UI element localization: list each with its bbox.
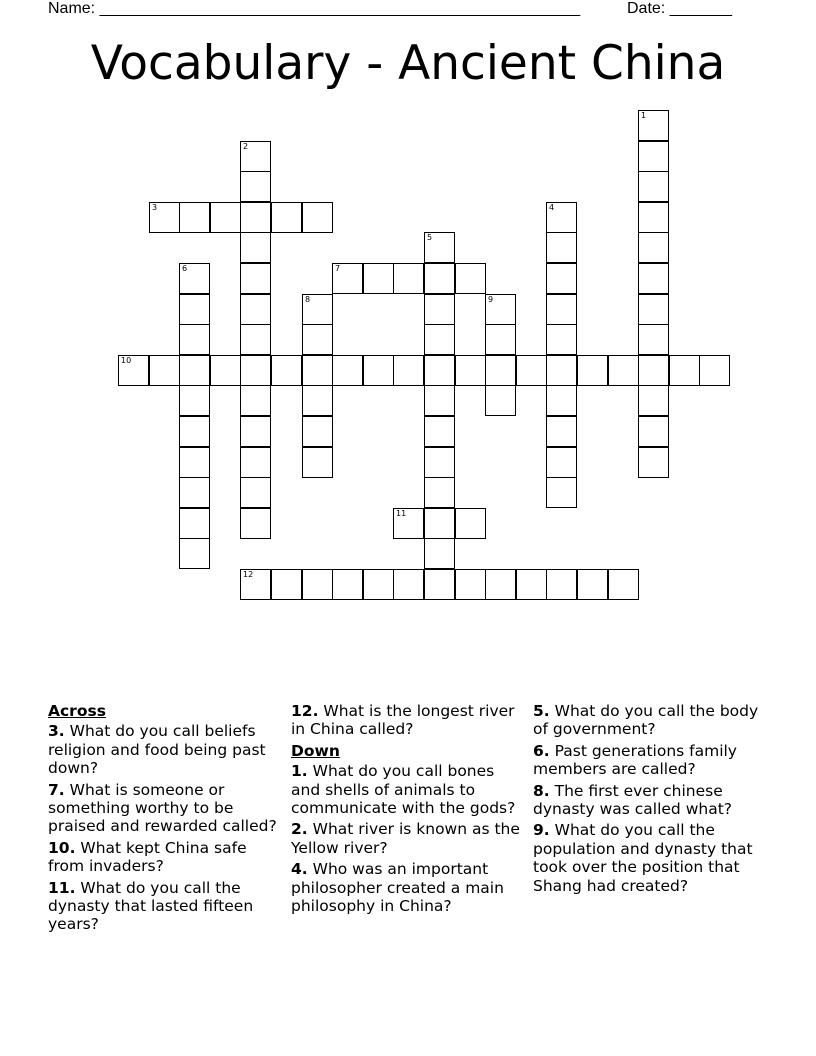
- clue-across-3: [48, 722, 280, 777]
- crossword-cell[interactable]: [424, 355, 455, 386]
- cell-number: 9: [488, 295, 494, 304]
- crossword-cell[interactable]: [546, 355, 577, 386]
- crossword-cell[interactable]: [179, 263, 210, 294]
- crossword-cell[interactable]: [638, 416, 669, 447]
- crossword-cell[interactable]: [118, 355, 149, 386]
- crossword-cell[interactable]: [424, 538, 455, 569]
- crossword-cell[interactable]: [271, 355, 302, 386]
- crossword-cell[interactable]: [302, 294, 333, 325]
- crossword-cell[interactable]: [546, 263, 577, 294]
- crossword-cell[interactable]: [638, 385, 669, 416]
- crossword-cell[interactable]: [638, 324, 669, 355]
- crossword-cell[interactable]: [363, 263, 394, 294]
- clue-across-12: [291, 702, 523, 739]
- crossword-cell[interactable]: [240, 141, 271, 172]
- crossword-cell[interactable]: [179, 477, 210, 508]
- crossword-cell[interactable]: [240, 202, 271, 233]
- clue-text: What is the longest river in China called?: [291, 702, 515, 739]
- crossword-cell[interactable]: [240, 569, 271, 600]
- cell-number: 2: [243, 142, 249, 151]
- crossword-cell[interactable]: [608, 355, 639, 386]
- crossword-cell[interactable]: [485, 294, 516, 325]
- crossword-cell[interactable]: [179, 294, 210, 325]
- crossword-cell[interactable]: [240, 324, 271, 355]
- crossword-cell[interactable]: [271, 202, 302, 233]
- crossword-cell[interactable]: [210, 202, 241, 233]
- cell-number: 3: [152, 203, 158, 212]
- clue-number: 8.: [533, 781, 550, 800]
- crossword-cell[interactable]: [638, 263, 669, 294]
- clues-column-2: [291, 702, 523, 918]
- crossword-cell[interactable]: [516, 355, 547, 386]
- clue-down-1: [291, 762, 523, 817]
- crossword-cell[interactable]: [240, 508, 271, 539]
- crossword-cell[interactable]: [455, 508, 486, 539]
- clue-number: 7.: [48, 780, 65, 799]
- cell-number: 11: [396, 509, 407, 518]
- clue-across-10: [48, 839, 280, 876]
- down-heading: Down: [291, 741, 340, 760]
- crossword-cell[interactable]: [455, 355, 486, 386]
- crossword-cell[interactable]: [332, 355, 363, 386]
- crossword-cell[interactable]: [240, 416, 271, 447]
- crossword-cell[interactable]: [393, 355, 424, 386]
- crossword-cell[interactable]: [240, 171, 271, 202]
- crossword-cell[interactable]: [149, 355, 180, 386]
- crossword-cell[interactable]: [638, 202, 669, 233]
- crossword-cell[interactable]: [302, 202, 333, 233]
- clue-number: 12.: [291, 702, 319, 720]
- crossword-cell[interactable]: [424, 263, 455, 294]
- clue-text: What do you call the population and dynasty that took over the position that Shang had created?: [533, 821, 753, 895]
- crossword-cell[interactable]: [485, 324, 516, 355]
- crossword-cell[interactable]: [699, 355, 730, 386]
- crossword-cell[interactable]: [179, 355, 210, 386]
- clue-number: 9.: [533, 821, 550, 840]
- crossword-cell[interactable]: [179, 385, 210, 416]
- crossword-cell[interactable]: [393, 508, 424, 539]
- clue-across-7: [48, 781, 280, 836]
- crossword-cell[interactable]: [271, 569, 302, 600]
- crossword-cell[interactable]: [638, 355, 669, 386]
- crossword-cell[interactable]: [302, 447, 333, 478]
- crossword-cell[interactable]: [669, 355, 700, 386]
- crossword-cell[interactable]: [424, 294, 455, 325]
- crossword-cell[interactable]: [546, 385, 577, 416]
- crossword-cell[interactable]: [424, 324, 455, 355]
- cell-number: 4: [549, 203, 555, 212]
- cell-number: 10: [121, 356, 132, 365]
- crossword-cell[interactable]: [485, 385, 516, 416]
- crossword-cell[interactable]: [240, 477, 271, 508]
- crossword-cell[interactable]: [608, 569, 639, 600]
- cell-number: 12: [243, 570, 254, 579]
- crossword-cell[interactable]: [638, 294, 669, 325]
- crossword-cell[interactable]: [424, 569, 455, 600]
- crossword-cell[interactable]: [179, 202, 210, 233]
- clue-across-11: [48, 879, 280, 934]
- name-field[interactable]: Name: ______________________________________________________: [48, 0, 581, 17]
- clue-text: What kept China safe from invaders?: [48, 838, 247, 876]
- clue-text: The first ever chinese dynasty was called what?: [533, 781, 733, 819]
- clue-number: 10.: [48, 838, 76, 857]
- clue-text: What do you call the body of government?: [533, 702, 759, 739]
- crossword-cell[interactable]: [546, 202, 577, 233]
- crossword-cell[interactable]: [638, 232, 669, 263]
- crossword-cell[interactable]: [302, 355, 333, 386]
- clue-down-4: [291, 860, 523, 915]
- clue-down-2: [291, 820, 523, 857]
- cell-number: 1: [641, 111, 647, 120]
- crossword-cell[interactable]: [546, 447, 577, 478]
- cell-number: 6: [182, 264, 188, 273]
- crossword-cell[interactable]: [577, 355, 608, 386]
- clue-number: 11.: [48, 878, 76, 897]
- clues-column-3: [533, 702, 765, 898]
- crossword-cell[interactable]: [332, 263, 363, 294]
- crossword-cell[interactable]: [240, 232, 271, 263]
- crossword-cell[interactable]: [424, 447, 455, 478]
- clue-number: 1.: [291, 762, 308, 781]
- clue-text: What river is known as the Yellow river?: [291, 820, 520, 857]
- crossword-cell[interactable]: [546, 324, 577, 355]
- crossword-cell[interactable]: [302, 385, 333, 416]
- clue-down-9: [533, 821, 765, 895]
- crossword-cell[interactable]: [455, 569, 486, 600]
- clue-text: Who was an important philosopher created a main philosophy in China?: [291, 860, 504, 916]
- crossword-cell[interactable]: [546, 294, 577, 325]
- crossword-cell[interactable]: [363, 355, 394, 386]
- crossword-cell[interactable]: [485, 569, 516, 600]
- crossword-cell[interactable]: [638, 447, 669, 478]
- clues-column-1: [48, 702, 280, 937]
- crossword-cell[interactable]: [363, 569, 394, 600]
- crossword-cell[interactable]: [179, 416, 210, 447]
- crossword-cell[interactable]: [424, 385, 455, 416]
- clue-text: What do you call beliefs religion and food being past down?: [48, 722, 266, 778]
- crossword-cell[interactable]: [179, 324, 210, 355]
- crossword-cell[interactable]: [240, 355, 271, 386]
- clue-down-5: [533, 702, 765, 739]
- clue-number: 2.: [291, 820, 308, 839]
- crossword-cell[interactable]: [546, 232, 577, 263]
- date-field[interactable]: Date: _______: [627, 0, 732, 17]
- crossword-cell[interactable]: [179, 447, 210, 478]
- crossword-cell[interactable]: [638, 141, 669, 172]
- cell-number: 7: [335, 264, 341, 273]
- clue-text: What do you call bones and shells of animals to communicate with the gods?: [291, 762, 516, 818]
- clue-text: What do you call the dynasty that lasted fifteen years?: [48, 878, 254, 934]
- crossword-cell[interactable]: [302, 569, 333, 600]
- crossword-cell[interactable]: [485, 355, 516, 386]
- crossword-cell[interactable]: [424, 477, 455, 508]
- clue-number: 6.: [533, 741, 550, 760]
- crossword-cell[interactable]: [424, 416, 455, 447]
- crossword-cell[interactable]: [240, 263, 271, 294]
- clue-number: 5.: [533, 702, 550, 720]
- crossword-cell[interactable]: [638, 171, 669, 202]
- crossword-cell[interactable]: [302, 324, 333, 355]
- crossword-cell[interactable]: [179, 508, 210, 539]
- crossword-cell[interactable]: [424, 508, 455, 539]
- clue-text: What is someone or something worthy to be praised and rewarded called?: [48, 780, 277, 836]
- cell-number: 8: [305, 295, 311, 304]
- crossword-cell[interactable]: [149, 202, 180, 233]
- crossword-cell[interactable]: [516, 569, 547, 600]
- clue-down-8: [533, 782, 765, 819]
- crossword-cell[interactable]: [240, 294, 271, 325]
- page-title: Vocabulary - Ancient China: [90, 36, 726, 91]
- crossword-cell[interactable]: [455, 263, 486, 294]
- clue-number: 3.: [48, 722, 65, 741]
- crossword-cell[interactable]: [577, 569, 608, 600]
- clue-down-6: [533, 742, 765, 779]
- crossword-cell[interactable]: [638, 110, 669, 141]
- crossword-cell[interactable]: [240, 447, 271, 478]
- crossword-cell[interactable]: [302, 416, 333, 447]
- crossword-cell[interactable]: [393, 263, 424, 294]
- crossword-cell[interactable]: [210, 355, 241, 386]
- crossword-cell[interactable]: [424, 232, 455, 263]
- crossword-cell[interactable]: [179, 538, 210, 569]
- crossword-cell[interactable]: [393, 569, 424, 600]
- across-heading: Across: [48, 702, 106, 720]
- crossword-cell[interactable]: [546, 416, 577, 447]
- clue-number: 4.: [291, 860, 308, 879]
- cell-number: 5: [427, 233, 433, 242]
- crossword-cell[interactable]: [546, 477, 577, 508]
- crossword-cell[interactable]: [332, 569, 363, 600]
- clue-text: Past generations family members are called?: [533, 741, 737, 779]
- crossword-cell[interactable]: [240, 385, 271, 416]
- crossword-cell[interactable]: [546, 569, 577, 600]
